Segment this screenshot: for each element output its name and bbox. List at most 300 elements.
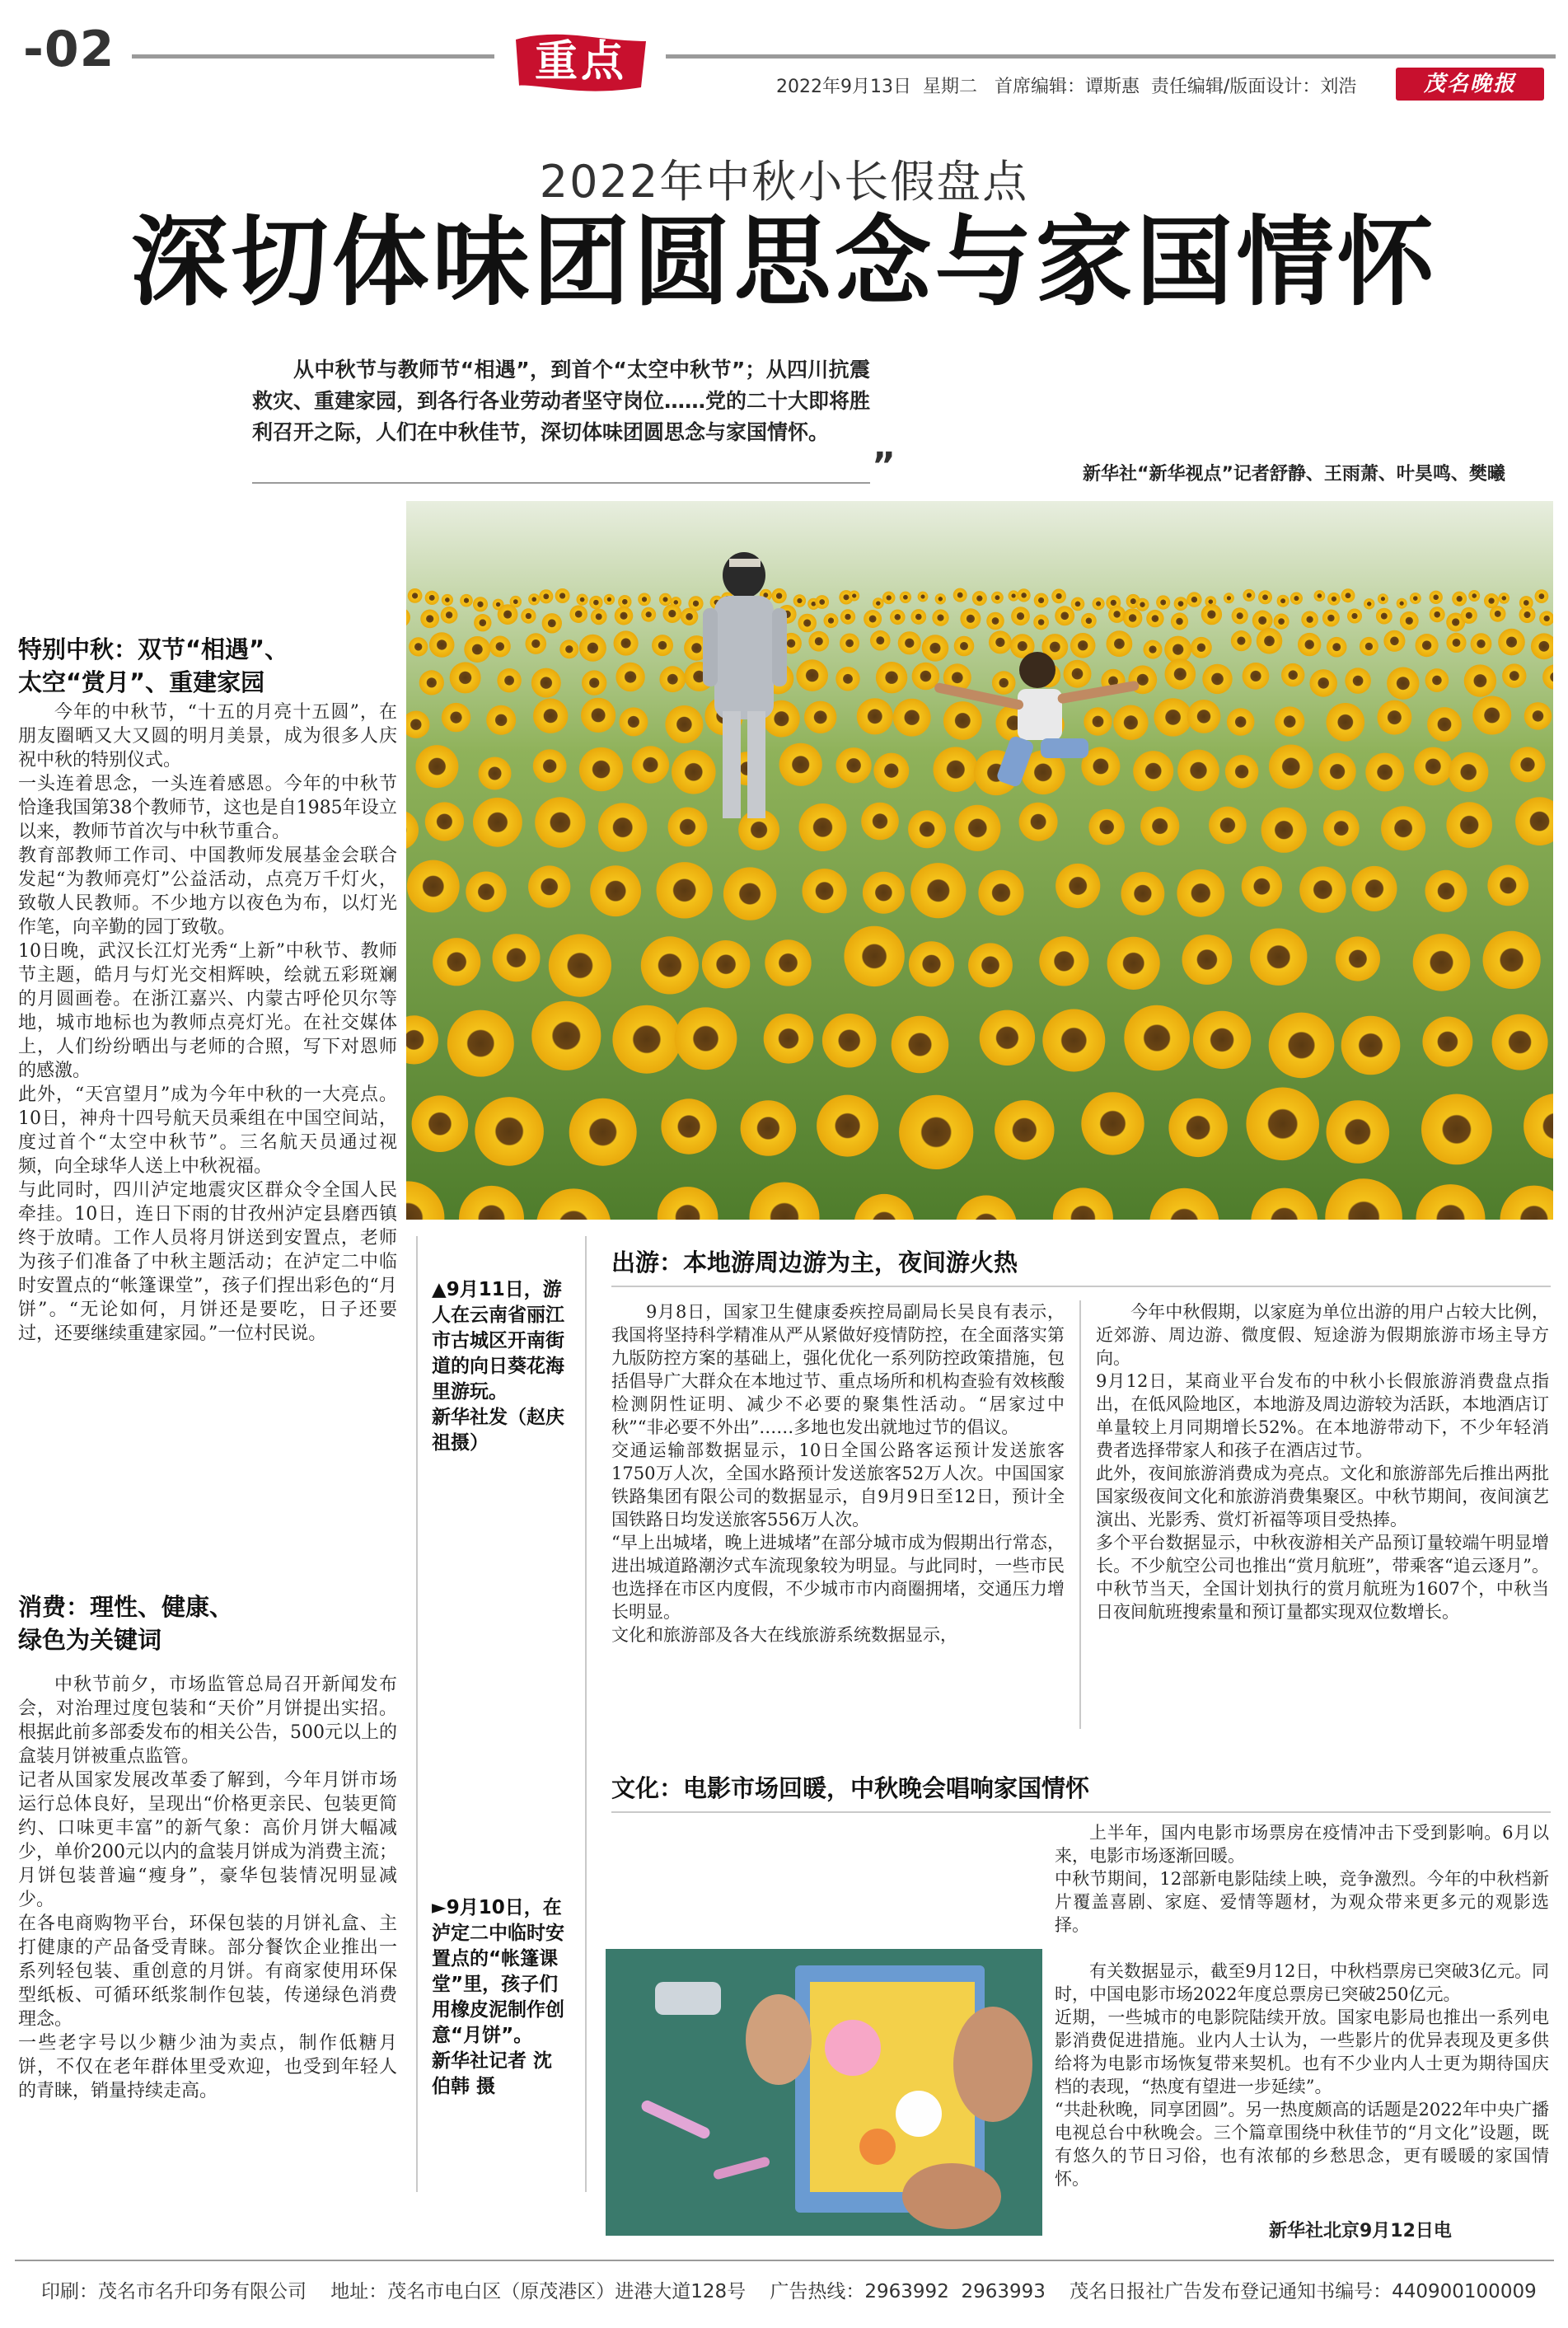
- sunflower-head: [672, 750, 716, 794]
- headline-title: 深切体味团圆思念与家国情怀: [130, 205, 1438, 319]
- sunflower-head: [765, 939, 811, 986]
- section-tag: [511, 30, 651, 96]
- sunflower-head: [1301, 611, 1318, 628]
- sunflower-head: [1327, 593, 1341, 606]
- sunflower-head: [935, 593, 946, 604]
- sunflower-head: [1146, 610, 1163, 627]
- byline: 新华社“新华视点”记者舒静、王雨萧、叶昊鸣、樊曦: [1083, 464, 1505, 485]
- sunflower-head: [1383, 630, 1405, 652]
- sunflower-head: [473, 597, 488, 611]
- sunflower-head: [1187, 592, 1201, 607]
- sunflower-head: [1499, 593, 1510, 604]
- sunflower-head: [815, 595, 829, 609]
- sunflower-head: [1225, 755, 1259, 789]
- sunflower-head: [799, 803, 847, 851]
- travel-col-divider: [1079, 1300, 1081, 1729]
- sunflower-head: [893, 699, 931, 737]
- sunflower-head: [1042, 1009, 1105, 1072]
- sunflower-head: [577, 594, 588, 606]
- sunflower-head: [1193, 1011, 1251, 1069]
- sunflower-head: [1425, 668, 1449, 692]
- sunflower-head: [1121, 872, 1165, 916]
- sunflower-head: [876, 662, 907, 693]
- sunflower-head: [479, 757, 512, 790]
- sunflower-head: [1174, 597, 1188, 611]
- sunflower-head: [1421, 1094, 1492, 1165]
- culture-rule: [611, 1811, 1551, 1813]
- sunflower-head: [1498, 629, 1525, 656]
- sunflower-head: [1314, 590, 1326, 602]
- sunflower-head: [978, 870, 1023, 916]
- sunflower-head: [779, 743, 822, 786]
- sunflower-head: [632, 746, 669, 783]
- sunflower-head: [1108, 606, 1126, 623]
- playdough-photo: [606, 1949, 1042, 2236]
- sunflower-head: [1227, 708, 1255, 736]
- sunflower-head: [612, 1005, 681, 1074]
- sunflower-head: [1319, 753, 1356, 790]
- sunflower-head: [447, 1010, 514, 1077]
- sunflower-head: [1277, 595, 1290, 607]
- sunflower-head: [1093, 597, 1105, 610]
- sunflower-head: [1483, 931, 1541, 989]
- sunflower-head: [864, 610, 882, 628]
- photo2-caption: ►9月10日，在泸定二中临时安置点的“帐篷课堂”里，孩子们用橡皮泥制作创意“月饼”。 新华社记者 沈伯韩 摄: [432, 1897, 564, 2097]
- sunflower-head: [1281, 663, 1304, 686]
- section2-body: 中秋节前夕，市场监管总局召开新闻发布会，对治理过度包装和“天价”月饼提出实招。根据此前多部委发布的相关公告，500元以上的盒装月饼被重点监管。 记者从国家发展改革委了解到，今年月饼市场运行总体良好，呈现出“价格更亲民、包装更简约、口味更丰富”的新气象：高价月饼大幅减少，单价200元以内的盒装月饼成为消费主流；月饼包装普遍“瘦身”，豪华包装情况明显减少。 在各电商购物平台，环保包装的月饼礼盒、主打健康的产品备受青睐。部分餐饮企业推出一系列轻包装、重创意的月饼。有商家使用环保型纸板、可循环纸浆制作包装，传递绿色消费理念。 一些老字号以少糖少油为卖点，制作低糖月饼，不仅在老年群体里受欢迎，也受到年轻人的青睐，销量持续走高。: [18, 1675, 397, 2101]
- sunflower-head: [899, 1095, 973, 1169]
- sunflower-head: [793, 594, 806, 607]
- sunflower-head: [1084, 707, 1112, 735]
- sunflower-head: [898, 631, 921, 654]
- sunflower-head: [475, 1097, 544, 1166]
- sunflower-head: [1071, 597, 1085, 611]
- sunflower-head: [796, 659, 828, 691]
- sunflower-head: [1191, 637, 1212, 658]
- culture-text-main: 有关数据显示，截至9月12日，中秋档票房已突破3亿元。同时，中国电影市场2022年度总票房已突破250亿元。 近期，一些城市的电影院陆续开放。国家电影局也推出一系列电影消费促进措施。业内人士认为，一些影片的优异表现及更多供给将为电影市场恢复带来契机。也有不少业内人士更为期待国庆档的表现，“热度有望进一步延续”。 “共赴秋晚，同享团圆”。另一热度颇高的话题是2022年中央广播电视总台中秋晚会。三个篇章围绕中秋佳节的“月文化”设题，既有悠久的节日习俗，也有浓郁的乡愁思念，更有暖暖的家国情怀。: [1055, 1961, 1549, 2189]
- sunflower-head: [1341, 588, 1355, 602]
- sunflower-head: [1051, 589, 1066, 604]
- headline-kicker: 2022年中秋小长假盘点: [539, 156, 1029, 208]
- sunflower-head: [1202, 664, 1232, 694]
- sunflower-head: [474, 614, 491, 631]
- column-divider-left: [416, 1236, 418, 2192]
- sunflower-head: [1336, 936, 1380, 981]
- sunflower-head: [569, 605, 587, 623]
- culture-signoff: 新华社北京9月12日电: [1269, 2221, 1452, 2241]
- sunflower-head: [804, 701, 836, 733]
- sunflower-head: [1257, 628, 1283, 654]
- sunflower-head: [817, 1095, 878, 1157]
- sunflower-head: [579, 635, 606, 662]
- sunflower-head: [1064, 660, 1092, 688]
- sunflower-head: [741, 1100, 797, 1156]
- sunflower-head: [409, 637, 428, 656]
- sunflower-head: [1381, 806, 1425, 850]
- sunflower-head: [442, 594, 453, 606]
- sunflower-head: [1397, 598, 1407, 609]
- sunflower-head: [1309, 669, 1337, 697]
- sunflower-head: [1165, 658, 1196, 690]
- sunflower-head: [493, 934, 541, 981]
- sunflower-head: [803, 869, 847, 913]
- page-number: -02: [23, 21, 115, 78]
- sunflower-head: [466, 872, 506, 912]
- sunflower-head: [771, 588, 786, 603]
- sunflower-head: [528, 593, 540, 605]
- sunflower-head: [1502, 663, 1526, 687]
- sunflower-head: [408, 588, 423, 603]
- sunflower-head: [1524, 702, 1552, 730]
- sunflower-head: [1246, 1088, 1319, 1161]
- sunflower-head: [723, 867, 776, 920]
- intro-quote-mark: ”: [872, 445, 896, 487]
- sunflower-head: [442, 703, 470, 732]
- sunflower-head: [1243, 663, 1270, 690]
- intro-text: 从中秋节与教师节“相遇”，到首个“太空中秋节”；从四川抗震救灾、重建家园，到各行各业劳动者坚守岗位……党的二十大即将胜利召开之际，人们在中秋佳节，深切体味团圆思念与家国情怀。: [252, 358, 871, 444]
- sunflower-head: [840, 634, 859, 653]
- sunflower-head: [473, 798, 522, 847]
- sunflower-head: [910, 863, 966, 918]
- sunflower-head: [1492, 1014, 1548, 1070]
- sunflower-head: [910, 609, 926, 625]
- sunflower-head: [892, 1016, 949, 1074]
- sunflower-head: [1088, 809, 1125, 845]
- sunflower-head: [922, 635, 949, 662]
- sunflower-head: [840, 609, 855, 624]
- sunflower-head: [1345, 667, 1371, 694]
- photo1-caption: ▲9月11日，游人在云南省丽江市古城区开南街道的向日葵花海里游玩。 新华社发（赵庆祖摄）: [432, 1279, 564, 1454]
- sunflower-head: [1177, 750, 1219, 792]
- sunflower-head: [668, 808, 708, 847]
- sunflower-head: [1243, 589, 1255, 602]
- sunflower-head: [614, 630, 639, 655]
- sunflower-head: [589, 596, 602, 609]
- dateline: 2022年9月13日 星期二 首席编辑：谭斯惠 责任编辑/版面设计：刘浩: [776, 77, 1357, 97]
- header-rule-left: [132, 54, 494, 59]
- sunflower-head: [882, 592, 896, 605]
- footer-text: 印刷：茂名市名升印务有限公司 地址：茂名市电白区（原茂港区）进港大道128号 广告热线：2963992 2963993 茂名日报社广告发布登记通知书编号：440900100009: [41, 2281, 1537, 2302]
- sunflower-head: [890, 610, 906, 625]
- sunflower-head: [1410, 593, 1421, 604]
- sunflower-head: [1416, 634, 1439, 657]
- masthead-logo: [1396, 68, 1544, 101]
- sunflower-head: [591, 608, 607, 625]
- sunflower-head: [908, 810, 946, 848]
- sunflower-head: [419, 670, 444, 695]
- intro-rule: [252, 482, 870, 484]
- sunflower-head: [1430, 591, 1443, 604]
- sunflower-head: [989, 630, 1012, 653]
- sunflower-head: [1140, 807, 1179, 845]
- sunflower-head: [569, 1098, 637, 1166]
- sunflower-head: [1124, 1005, 1190, 1071]
- footer-rule: [15, 2260, 1554, 2261]
- sunflower-head: [1449, 752, 1488, 792]
- sunflower-head: [1019, 803, 1058, 841]
- sunflower-head: [412, 1095, 469, 1152]
- sunflower-head: [665, 705, 703, 743]
- sunflower-head: [991, 592, 1004, 604]
- sunflower-head: [918, 592, 929, 602]
- sunflower-head: [1323, 810, 1360, 846]
- sunflower-head: [521, 608, 536, 623]
- sunflower-head: [824, 613, 839, 628]
- sunflower-head: [1446, 633, 1466, 653]
- sunflower-head: [764, 1014, 814, 1064]
- sunflower-head: [1269, 745, 1313, 789]
- sunflower-head: [497, 668, 521, 692]
- sunflower-head: [943, 701, 982, 740]
- sunflower-head: [542, 613, 562, 633]
- header-rule-right: [666, 54, 1556, 59]
- sunflower-head: [675, 1007, 737, 1070]
- sunflower-head: [972, 591, 987, 606]
- sunflower-head: [464, 636, 490, 663]
- sunflower-head: [526, 633, 547, 654]
- sunflower-head: [992, 671, 1016, 695]
- sunflower-head: [1168, 1098, 1227, 1157]
- sunflower-head: [604, 594, 615, 605]
- sunflower-head: [857, 698, 893, 734]
- sunflower-head: [659, 666, 686, 692]
- column-divider-caption: [585, 1236, 587, 2192]
- sunflower-head: [900, 592, 911, 603]
- sunflower-head: [582, 670, 606, 695]
- sunflower-head: [433, 938, 480, 986]
- sunflower-head: [986, 612, 1004, 630]
- sunflower-head: [1224, 593, 1234, 603]
- sunflower-head: [1413, 934, 1471, 991]
- sunflower-head: [870, 630, 891, 651]
- sunflower-head: [1182, 934, 1233, 985]
- sunflower-head: [549, 934, 611, 997]
- sunflower-head: [1258, 590, 1272, 604]
- sunflower-head: [995, 1100, 1054, 1159]
- sunflower-head: [1018, 588, 1031, 602]
- sunflower-head: [1535, 589, 1549, 603]
- sunflower-head: [980, 1010, 1035, 1066]
- sunflower-head: [960, 608, 981, 629]
- sunflower-head: [1039, 936, 1088, 986]
- section2-title: 消费：理性、健康、 绿色为关键词: [18, 1593, 234, 1654]
- sunflower-head: [528, 865, 570, 907]
- sunflower-head: [1274, 614, 1290, 630]
- sunflower-head: [1070, 633, 1096, 658]
- sunflower-head: [932, 609, 948, 625]
- sunflower-head: [835, 747, 871, 783]
- sunflower-head: [1519, 607, 1536, 623]
- sunflower-head: [486, 705, 516, 735]
- sunflower-head: [1487, 865, 1528, 906]
- sunflower-head: [1347, 609, 1362, 624]
- sunflower-head: [1144, 640, 1163, 659]
- sunflower-head: [415, 745, 458, 788]
- sunflower-head: [1250, 929, 1307, 986]
- sunflower-head: [1327, 637, 1347, 658]
- sunflower-head: [1290, 593, 1303, 605]
- sunflower-head: [1133, 751, 1173, 791]
- sunflower-head: [909, 941, 954, 986]
- travel-rule: [611, 1286, 1551, 1287]
- sunflower-head: [1055, 606, 1074, 625]
- sunflower-head: [657, 862, 713, 918]
- sunflower-head: [954, 636, 975, 657]
- sunflower-head: [681, 608, 698, 625]
- sunflower-head: [533, 699, 568, 733]
- sunflower-head: [1136, 598, 1149, 611]
- sunflower-head: [1107, 937, 1160, 990]
- sunflower-head: [702, 940, 750, 988]
- sunflower-head: [539, 589, 553, 603]
- sunflower-head: [968, 943, 1013, 987]
- sunflower-head: [652, 635, 673, 656]
- sunflower-head: [1011, 607, 1030, 625]
- sunflower-head: [1364, 598, 1374, 609]
- sunflower-head: [450, 662, 481, 693]
- sunflower-head: [615, 607, 634, 625]
- sunflower-head: [579, 747, 623, 791]
- sunflower-head: [555, 588, 570, 603]
- sunflower-head: [1387, 667, 1419, 700]
- sunflower-head: [1275, 706, 1304, 736]
- sunflower-head: [425, 802, 464, 841]
- sunflower-head: [1352, 866, 1397, 911]
- sunflower-head: [1201, 604, 1222, 625]
- sunflower-head: [1360, 637, 1378, 656]
- sunflower-head: [1171, 612, 1188, 630]
- sunflower-head: [533, 749, 567, 783]
- section1-title: 特别中秋：双节“相遇”、 太空“赏月”、重建家园: [18, 635, 289, 696]
- sunflower-head: [1430, 607, 1445, 622]
- sunflower-head: [1378, 593, 1388, 604]
- sunflower-head: [590, 865, 641, 916]
- sunflower-head: [598, 803, 647, 851]
- sunflower-head: [1376, 608, 1392, 625]
- sunflower-head: [1187, 700, 1221, 733]
- sunflower-head: [798, 614, 817, 633]
- section1-body: 今年的中秋节，“十五的月亮十五圆”，在朋友圈晒又大又圆的明月美景，成为很多人庆祝中秋的特别仪式。 一头连着思念，一头连着感恩。今年的中秋节恰逢我国第38个教师节，这也是自1985年设立以来，教师节首次与中秋节重合。 教育部教师工作司、中国教师发展基金会联合发起“为教师亮灯”公益活动，点亮万千灯火，致敬人民教师。不少地方以夜色为布，以灯光作笔，向辛勤的园丁致敬。 10日晚，武汉长江灯光秀“上新”中秋节、教师节主题，皓月与灯光交相辉映，绘就五彩斑斓的月圆画卷。在浙江嘉兴、内蒙古呼伦贝尔等地，城市地标也为教师点亮灯光。在社交媒体上，人们纷纷晒出与老师的合照，写下对恩师的感激。 此外，“天宫望月”成为今年中秋的一大亮点。10日，神舟十四号航天员乘组在中国空间站，度过首个“太空中秋节”。三名航天员通过视频，向全球华人送上中秋祝福。 与此同时，四川泸定地震灾区群众令全国人民牵挂。10日，连日下雨的甘孜州泸定县磨西镇终于放晴。工作人员将月饼送到安置点，老师为孩子们准备了中秋主题活动；在泸定二中临时安置点的“帐篷课堂”，孩子们捏出彩色的“月饼”。“无论如何，月饼还是要吃，日子还要过，还要继续重建家园。”一位村民说。: [18, 702, 397, 1344]
- sunflower-head: [1231, 630, 1252, 651]
- sunflower-head: [420, 610, 439, 629]
- sunflower-head: [638, 593, 651, 607]
- sunflower-head: [535, 797, 585, 847]
- travel-title: 出游：本地游周边游为主，夜间游火热: [611, 1248, 1018, 1276]
- culture-text-top: 上半年，国内电影市场票房在疫情冲击下受到影响。6月以来，电影市场逐渐回暖。 中秋节期间，12部新电影陆续上映，竞争激烈。今年的中秋档新片覆盖喜剧、家庭、爱情等题材，为观众带来更多元的观影选择。: [1055, 1823, 1549, 1935]
- sunflower-head: [619, 707, 648, 736]
- sunflower-head: [661, 1098, 716, 1154]
- sunflower-head: [531, 668, 561, 698]
- sunflower-head: [1055, 864, 1100, 908]
- masthead-text: 茂名晚报: [1423, 72, 1516, 96]
- sunflower-head: [1461, 607, 1477, 624]
- playdough-photo-art: [606, 1949, 1042, 2236]
- sunflower-head: [1414, 747, 1453, 786]
- sunflower-head: [1341, 1016, 1401, 1075]
- sunflower-head: [429, 632, 455, 658]
- sunflower-head: [1209, 807, 1247, 845]
- sunflower-head: [835, 667, 859, 691]
- sunflower-photo: [406, 501, 1553, 1220]
- travel-col1: 9月8日，国家卫生健康委疾控局副局长吴良有表示，我国将坚持科学精准从严从紧做好疫情防控，在全面落实第九版防控方案的基础上，强化优化一系列防控政策措施，包括倡导广大群众在本地过节、重点场所和机构查验有效核酸检测阴性证明、减少不必要的聚集性活动。“居家过中秋”“非必要不外出”……多地也发出就地过节的倡议。 交通运输部数据显示，10日全国公路客运预计发送旅客1750万人次，全国水路预计发送旅客52万人次。中国国家铁路集团有限公司的数据显示，自9月9日至12日，预计全国铁路日均发送旅客556万人次。 “早上出城堵，晚上进城堵”在部分城市成为假期出行常态，进出城道路潮汐式车流现象较为明显。与此同时，一些市民也选择在市区内度假，不少城市市内商圈拥堵，交通压力增长明显。 文化和旅游部及各大在线旅游系统数据显示，: [611, 1302, 1065, 1645]
- sunflower-head: [1232, 607, 1248, 624]
- sunflower-head: [1177, 869, 1224, 917]
- travel-col2: 今年中秋假期，以家庭为单位出游的用户占较大比例，近郊游、周边游、微度假、短途游为假期旅游市场主导方向。 9月12日，某商业平台发布的中秋小长假旅游消费盘点指出，在低风险地区，本地游及周边游较为活跃，本地酒店订单量较上月同期增长52%。在本地游带动下，不少年轻消费者选择带家人和孩子在酒店过节。 此外，夜间旅游消费成为亮点。文化和旅游部先后推出两批国家级夜间文化和旅游消费集聚区。中秋节期间，夜间演艺演出、光影秀、赏灯祈福等项目受热捧。 多个平台数据显示，中秋夜游相关产品预订量较端午明显增长。不少航空公司也推出“赏月航班”，带乘客“追云逐月”。中秋节当天，全国计划执行的赏月航班为1607个，中秋当日夜间航班搜索量和预订量都实现双位数增长。: [1096, 1302, 1549, 1622]
- sunflower-head: [489, 636, 511, 658]
- sunflower-head: [1156, 595, 1170, 609]
- sunflower-head: [641, 607, 656, 622]
- sunflower-head: [1327, 703, 1365, 742]
- sunflower-head: [1261, 808, 1307, 853]
- sunflower-head: [441, 607, 458, 624]
- sunflower-head: [873, 597, 884, 609]
- sunflower-head: [1510, 747, 1546, 782]
- sunflower-head: [1252, 611, 1273, 631]
- sunflower-head: [1377, 700, 1411, 735]
- sunflower-head: [1123, 608, 1143, 628]
- sunflower-head: [659, 593, 672, 606]
- sunflower-head: [844, 926, 904, 986]
- sunflower-head: [531, 1001, 601, 1070]
- sunflower-head: [1471, 633, 1492, 654]
- sunflower-head: [1242, 866, 1282, 906]
- sunflower-head: [1452, 592, 1467, 607]
- sunflower-head: [934, 747, 979, 792]
- sunflower-head: [618, 595, 631, 608]
- sunflower-head: [1327, 1100, 1390, 1164]
- sunflower-head: [1427, 707, 1462, 742]
- sunflower-head: [460, 594, 473, 607]
- sunflower-head: [1425, 870, 1467, 912]
- sunflower-head: [1299, 866, 1346, 912]
- sunflower-head: [407, 860, 460, 913]
- sunflower-head: [581, 698, 615, 733]
- culture-title: 文化：电影市场回暖，中秋晚会唱响家国情怀: [611, 1774, 1090, 1802]
- sunflower-head: [1081, 613, 1097, 629]
- sunflower-head: [1033, 615, 1049, 630]
- sunflower-head: [1446, 802, 1492, 848]
- sunflower-head: [1365, 753, 1404, 792]
- sunflower-head: [861, 803, 899, 841]
- sunflower-head: [1113, 705, 1149, 741]
- sunflower-head: [662, 604, 681, 623]
- section-label: 重点: [534, 37, 627, 87]
- sunflower-head: [1472, 696, 1511, 735]
- sunflower-head: [559, 639, 578, 658]
- sunflower-head: [425, 591, 439, 605]
- sunflower-photo-art: [406, 501, 1553, 1220]
- sunflower-head: [953, 588, 967, 602]
- sunflower-head: [808, 631, 829, 652]
- sunflower-head: [822, 1014, 877, 1068]
- sunflower-head: [1298, 633, 1321, 656]
- sunflower-head: [1034, 593, 1049, 608]
- sunflower-head: [863, 872, 905, 914]
- sunflower-head: [498, 604, 518, 625]
- sunflower-head: [1400, 611, 1419, 630]
- sunflower-head: [641, 936, 699, 994]
- sunflower-head: [1081, 1092, 1144, 1155]
- sunflower-head: [1422, 1017, 1472, 1067]
- sunflower-head: [1468, 590, 1480, 602]
- sunflower-head: [954, 805, 1000, 851]
- sunflower-head: [1269, 1013, 1335, 1079]
- sunflower-head: [1154, 698, 1191, 736]
- sunflower-head: [1107, 630, 1133, 657]
- sunflower-head: [1490, 606, 1506, 622]
- sunflower-head: [873, 753, 909, 789]
- sunflower-head: [849, 591, 859, 602]
